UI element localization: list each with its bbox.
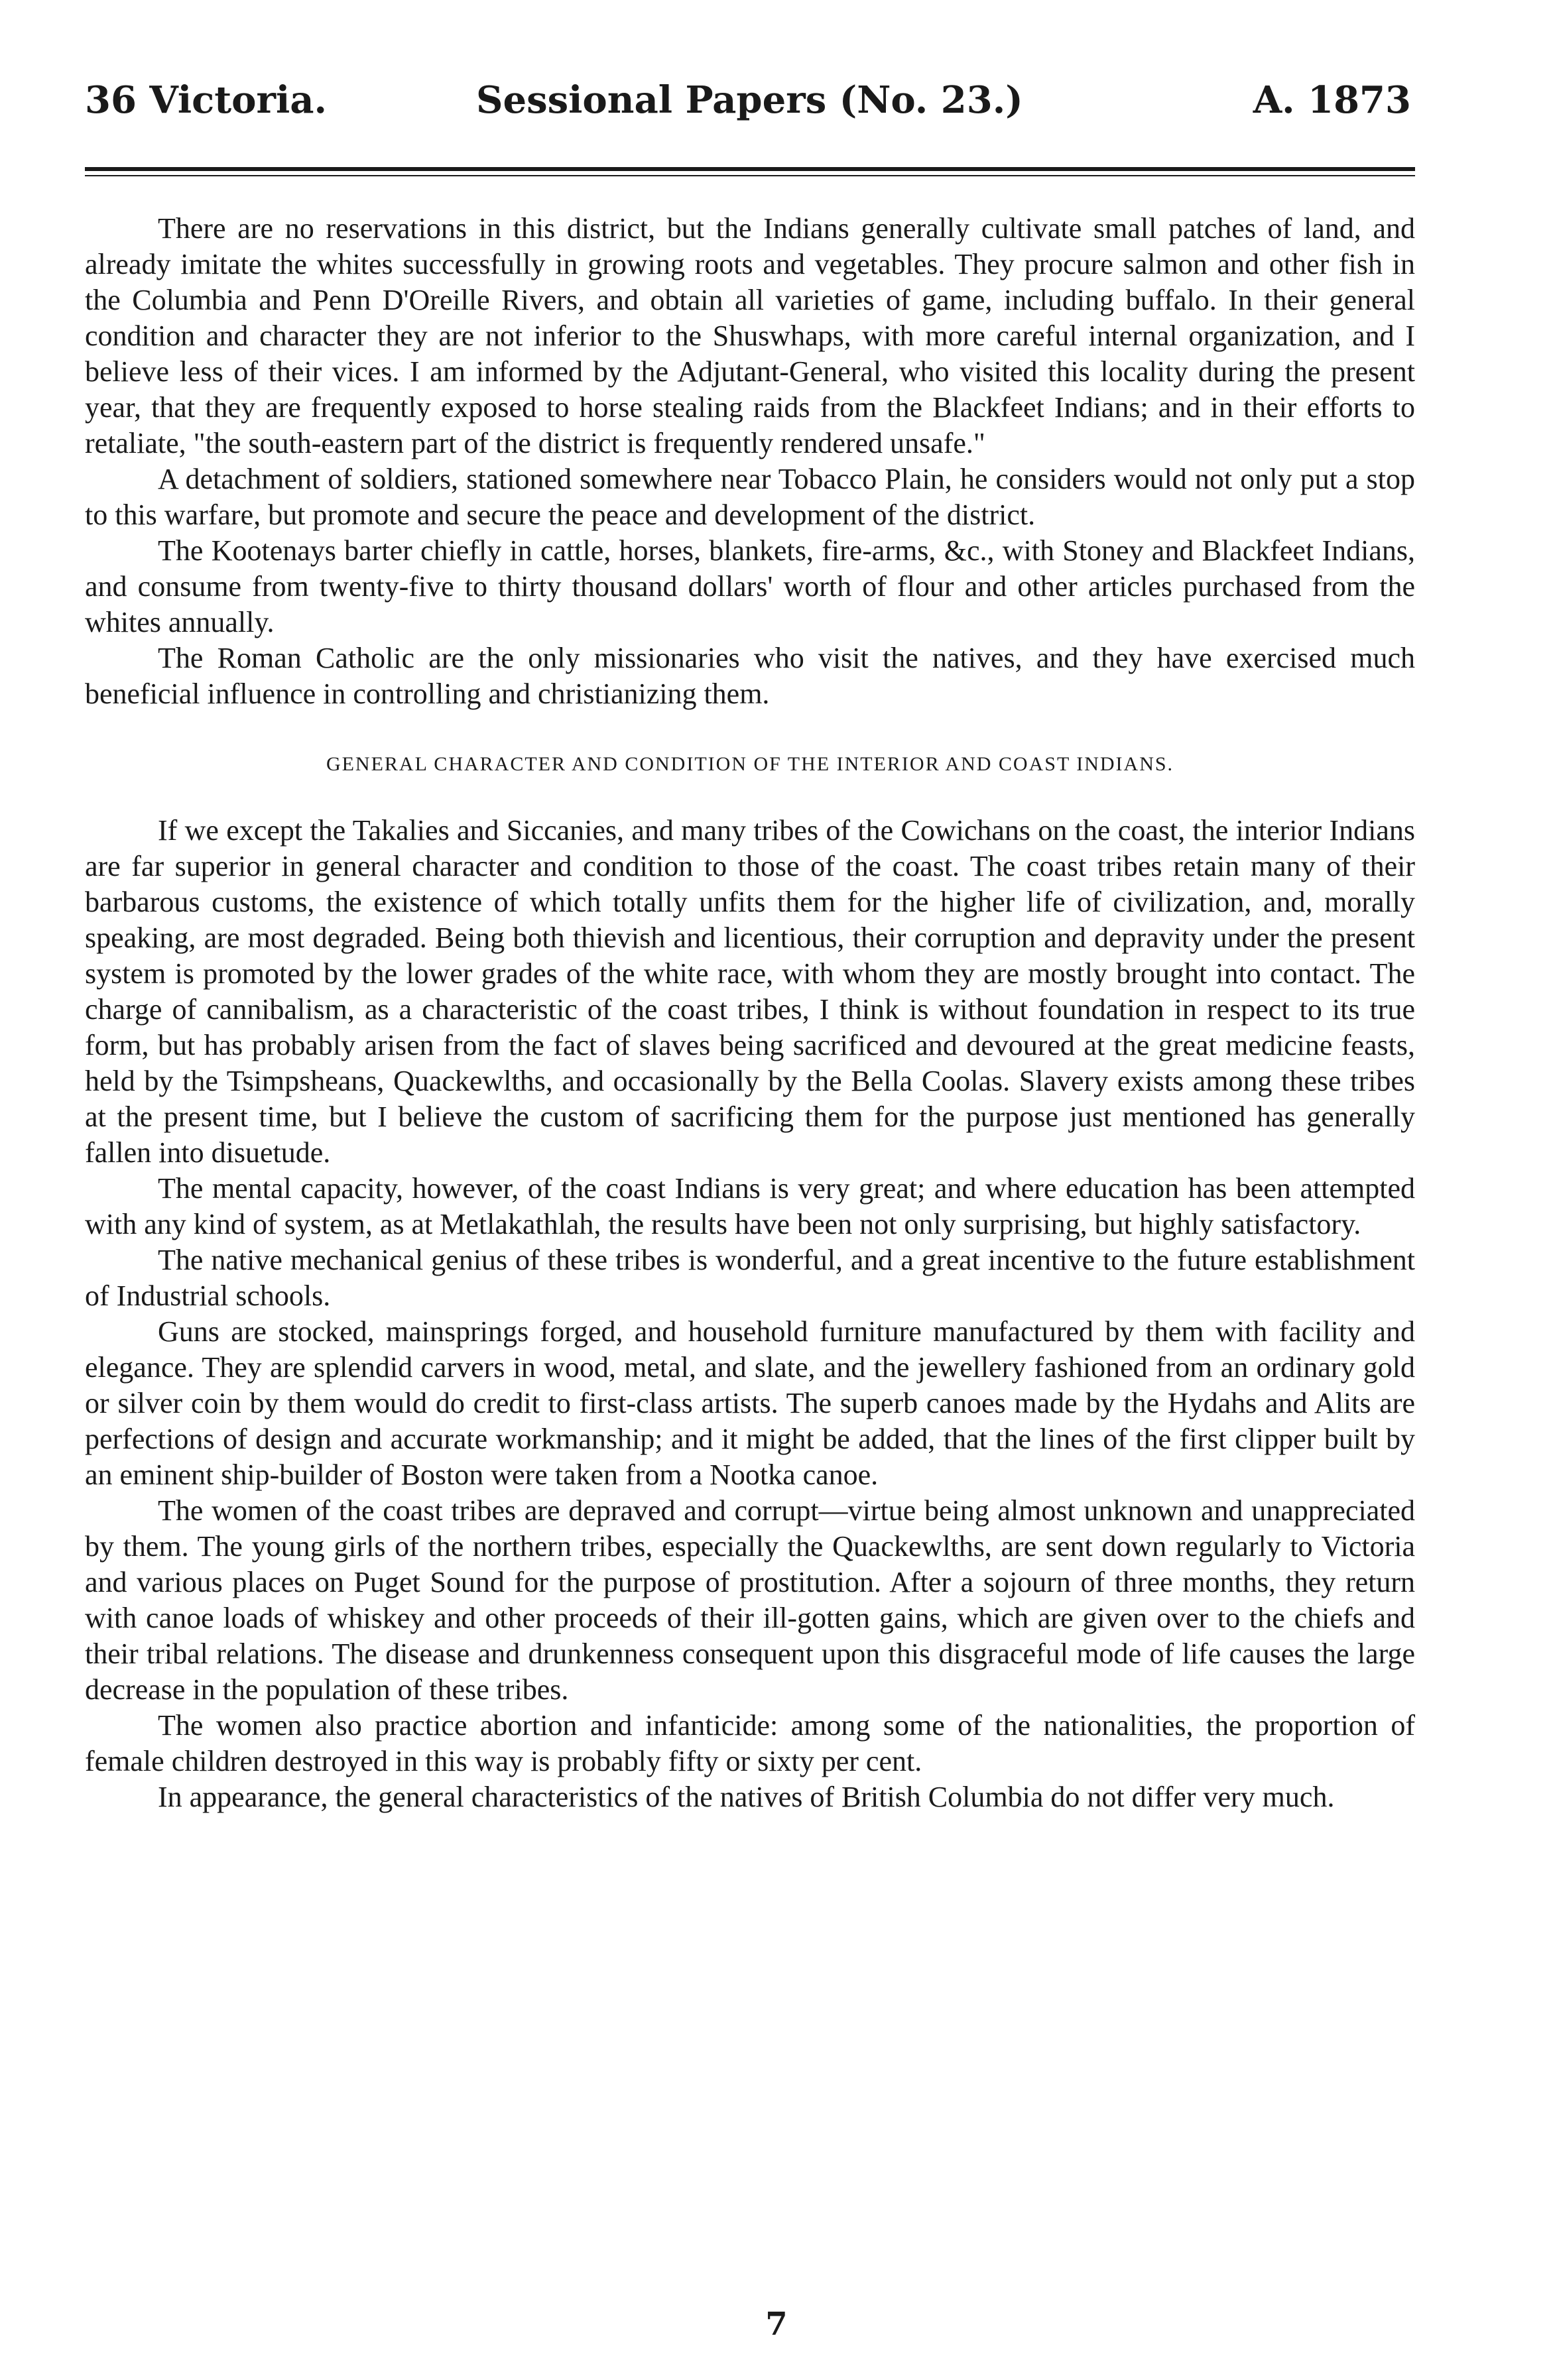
paragraph: Guns are stocked, mainsprings forged, and household furniture manufactured by them with facility and elegance. They are splendid carvers in wood, metal, and slate, and the jewellery fashioned from an ordinary gold or silver coin by them would do credit to first-class artists. The superb canoes made by the Hydahs and Alits are perfections of design and accurate workmanship; and it might be added, that the lines of the first clipper built by an eminent ship-builder of Boston were taken from a Nootka canoe. [85,1315,1415,1491]
header-rule-thin [85,175,1415,176]
paragraph: The women also practice abortion and infanticide: among some of the nationalities, the proportion of female children destroyed in this way is probably fifty or sixty per cent. [85,1709,1415,1777]
section-heading: GENERAL CHARACTER AND CONDITION OF THE INTERIOR AND COAST INDIANS. [326,753,1174,775]
header-year: A. 1873 [1253,78,1411,122]
paragraph: The Kootenays barter chiefly in cattle, horses, blankets, fire-arms, &c., with Stoney and Blackfeet Indians, and consume from twenty-five to thirty thousand dollars' worth of flour and other articles purchased from the whites annually. [85,534,1415,638]
header-rule-thick [85,167,1415,171]
paragraph: There are no reservations in this district, but the Indians generally cultivate small patches of land, and already imitate the whites successfully in growing roots and vegetables. They procure salmon and other fish in the Columbia and Penn D'Oreille Rivers, and obtain all varieties of game, including buffalo. In their general condition and character they are not inferior to the Shuswhaps, with more careful internal organization, and I believe less of their vices. I am informed by the Adjutant-General, who visited this locality during the present year, that they are frequently exposed to horse stealing raids from the Blackfeet Indians; and in their efforts to retaliate, "the south-eastern part of the district is frequently rendered unsafe." [85,212,1415,459]
paragraph: The Roman Catholic are the only missionaries who visit the natives, and they have exercised much beneficial influence in controlling and christianizing them. [85,642,1415,710]
header-title: Sessional Papers (No. 23.) [476,78,1023,122]
header-volume: 36 Victoria. [85,78,328,122]
body-text [85,211,1415,1815]
paragraph: If we except the Takalies and Siccanies, and many tribes of the Cowichans on the coast, the interior Indians are far superior in general character and condition to those of the coast. The coast tribes retain many of their barbarous customs, the existence of which totally unfits them for the higher life of civilization, and, morally speaking, are most degraded. Being both thievish and licentious, their corruption and depravity under the present system is promoted by the lower grades of the white race, with whom they are mostly brought into contact. The charge of cannibalism, as a characteristic of the coast tribes, I think is without foundation in respect to its true form, but has probably arisen from the fact of slaves being sacrificed and devoured at the great medicine feasts, held by the Tsimpsheans, Quackewlths, and occasionally by the Bella Coolas. Slavery exists among these tribes at the present time, but I believe the custom of sacrificing them for the purpose just mentioned has generally fallen into disuetude. [85,814,1415,1169]
page-number: 7 [765,2306,788,2343]
paragraph: The women of the coast tribes are depraved and corrupt—virtue being almost unknown and unappreciated by them. The young girls of the northern tribes, especially the Quackewlths, are sent down regularly to Victoria and various places on Puget Sound for the purpose of prostitution. After a sojourn of three months, they return with canoe loads of whiskey and other proceeds of their ill-gotten gains, which are given over to the chiefs and their tribal relations. The disease and drunkenness consequent upon this disgraceful mode of life causes the large decrease in the population of these tribes. [85,1494,1415,1706]
paragraph: The native mechanical genius of these tribes is wonderful, and a great incentive to the future establishment of Industrial schools. [85,1244,1415,1312]
paragraph: In appearance, the general characteristics of the natives of British Columbia do not differ very much. [158,1781,1335,1813]
paragraph: The mental capacity, however, of the coast Indians is very great; and where education has been attempted with any kind of system, as at Metlakathlah, the results have been not only surprising, but highly satisfactory. [85,1172,1415,1240]
running-header [85,78,1411,138]
paragraph: A detachment of soldiers, stationed somewhere near Tobacco Plain, he considers would not only put a stop to this warfare, but promote and secure the peace and development of the district. [85,463,1415,531]
